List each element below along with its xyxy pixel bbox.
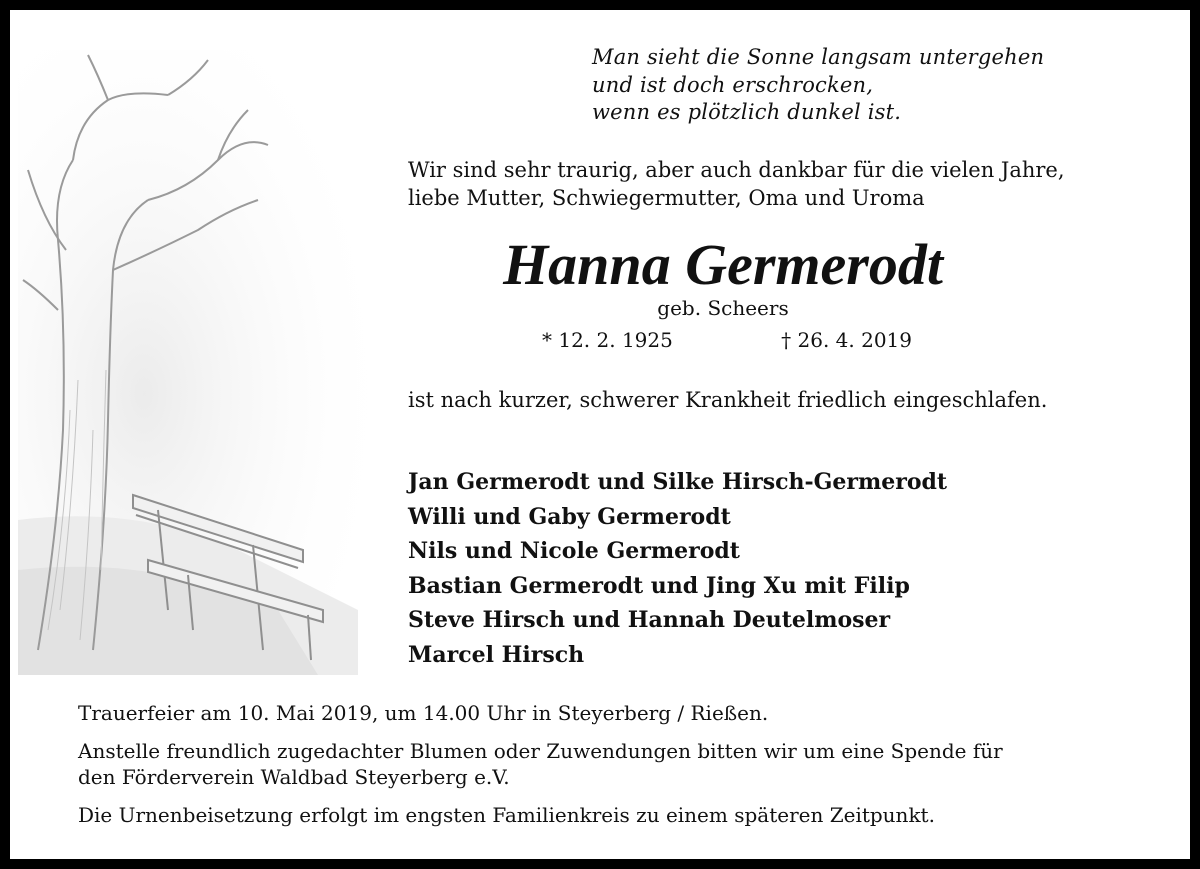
maiden-name: geb. Scheers (657, 296, 789, 320)
notes (78, 700, 1168, 840)
poem-line: Man sieht die Sonne langsam untergehen (592, 45, 1045, 69)
mourner-entry: Bastian Germerodt und Jing Xu mit Filip (408, 572, 910, 599)
mourner-entry: Willi und Gaby Germerodt (408, 503, 731, 530)
passing-statement: ist nach kurzer, schwerer Krankheit friedlich eingeschlafen. (408, 388, 1048, 412)
intro-text (408, 157, 1065, 212)
donation-line: den Förderverein Waldbad Steyerberg e.V. (78, 765, 510, 789)
mourner-entry: Marcel Hirsch (408, 641, 585, 668)
life-dates (542, 328, 912, 352)
mourner-entry: Nils und Nicole Germerodt (408, 538, 740, 564)
death-date: † 26. 4. 2019 (781, 328, 912, 352)
tree-and-bench-sketch-icon (18, 50, 378, 675)
poem (592, 44, 1044, 127)
funeral-note: Trauerfeier am 10. Mai 2019, um 14.00 Uhr in Steyerberg / Rießen. (78, 701, 769, 725)
poem-line: und ist doch erschrocken, (592, 72, 874, 97)
birth-date: * 12. 2. 1925 (542, 328, 673, 352)
mourners-list (408, 465, 947, 672)
burial-note: Die Urnenbeisetzung erfolgt im engsten Familienkreis zu einem späteren Zeitpunkt. (78, 803, 935, 827)
mourner-entry: Steve Hirsch und Hannah Deutelmoser (408, 607, 891, 633)
donation-note (78, 738, 1168, 790)
poem-line: wenn es plötzlich dunkel ist. (592, 100, 902, 124)
deceased-name: Hanna Germerodt (503, 232, 943, 297)
intro-line: Wir sind sehr traurig, aber auch dankbar für die vielen Jahre, (408, 158, 1065, 182)
mourner-entry: Jan Germerodt und Silke Hirsch-Germerodt (408, 469, 948, 495)
intro-line: liebe Mutter, Schwiegermutter, Oma und Uroma (408, 185, 925, 210)
donation-line: Anstelle freundlich zugedachter Blumen oder Zuwendungen bitten wir um eine Spende für (78, 739, 1003, 763)
